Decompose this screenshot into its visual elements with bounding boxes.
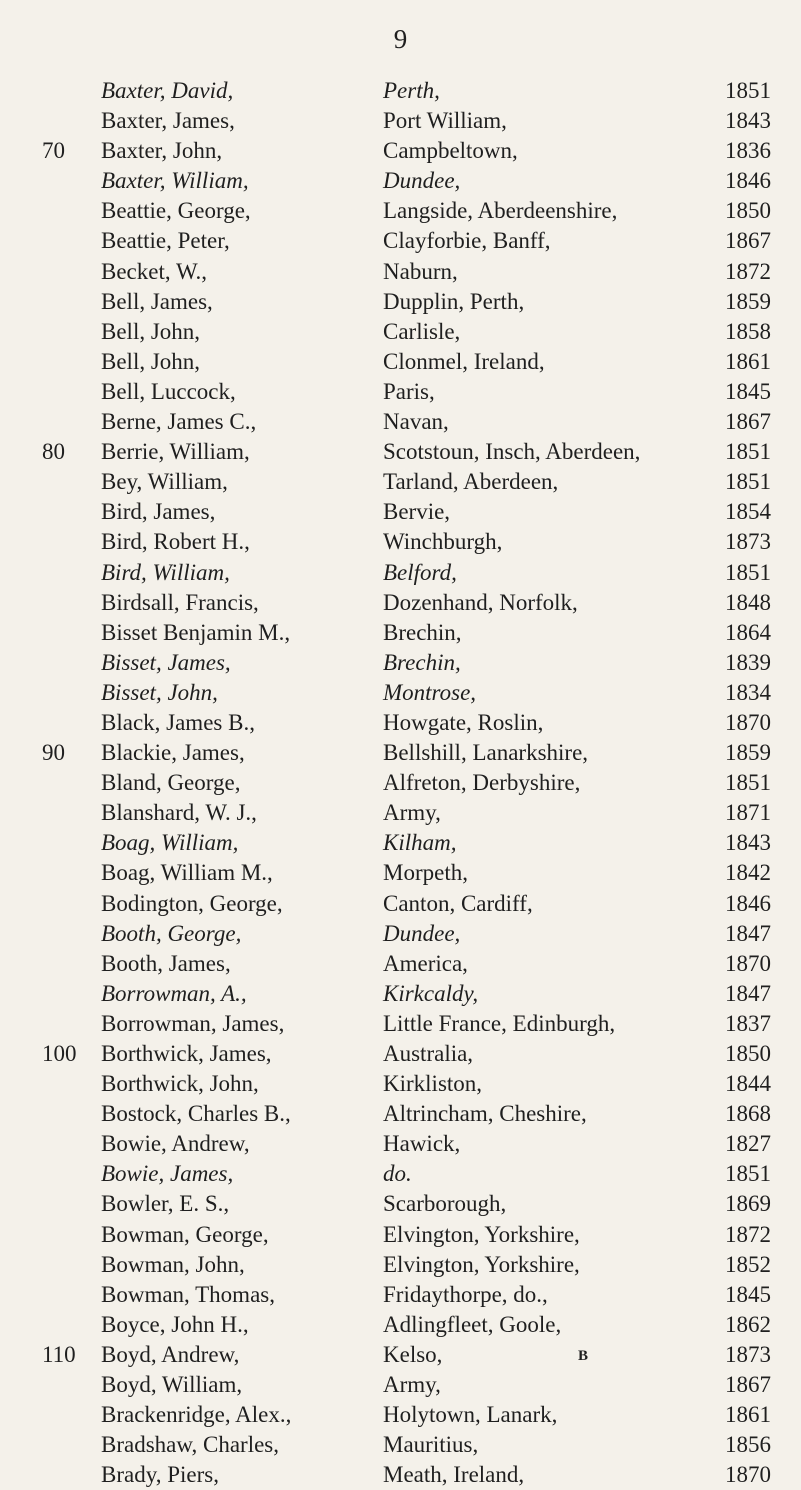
entry-year: 1851 (725, 559, 771, 585)
entry-name: Boag, William M., (101, 860, 273, 886)
entry-year: 1851 (725, 770, 771, 796)
entry-name: Borthwick, John, (101, 1071, 259, 1097)
entry-place: Dundee, (383, 920, 461, 946)
entry-name: Bowman, John, (101, 1251, 245, 1277)
entry-number: 110 (42, 1341, 76, 1367)
entry-year: 1873 (725, 529, 771, 555)
entry-year: 1851 (725, 469, 771, 495)
entry-place: Bellshill, Lanarkshire, (383, 740, 589, 766)
entry-place: Paris, (383, 378, 435, 404)
list-item (0, 708, 801, 738)
list-item (0, 1250, 801, 1280)
entry-name: Bowman, George, (101, 1221, 269, 1247)
entry-year: 1845 (725, 378, 771, 404)
entry-number: 100 (42, 1041, 77, 1066)
entry-year: 1837 (725, 1010, 771, 1036)
list-item (0, 889, 801, 919)
list-item (0, 287, 801, 317)
list-item (0, 648, 801, 678)
entry-place: Little France, Edinburgh, (383, 1010, 616, 1036)
entry-name: Bell, John, (101, 318, 201, 344)
entry-year: 1871 (725, 800, 771, 826)
entry-year: 1845 (725, 1281, 771, 1307)
entry-name: Berrie, William, (101, 439, 250, 465)
list-item (0, 226, 801, 256)
entry-place: Fridaythorpe, do., (383, 1281, 548, 1307)
entry-year: 1861 (725, 1402, 771, 1428)
entry-name: Bird, James, (101, 499, 216, 525)
list-item (0, 437, 801, 467)
entry-place: Hawick, (383, 1131, 461, 1157)
list-item (0, 1009, 801, 1039)
entry-year: 1859 (725, 288, 771, 314)
list-item (0, 618, 801, 648)
entry-name: Becket, W., (101, 258, 208, 284)
entry-list (0, 76, 801, 1490)
entry-name: Blanshard, W. J., (101, 800, 257, 826)
entry-name: Borrowman, James, (101, 1010, 285, 1036)
entry-place: Scarborough, (383, 1191, 507, 1217)
signature-mark: B (578, 1348, 589, 1364)
entry-number: 80 (42, 439, 65, 465)
list-item (0, 588, 801, 618)
entry-year: 1870 (725, 1462, 771, 1488)
entry-place: Carlisle, (383, 318, 461, 344)
entry-name: Birdsall, Francis, (101, 589, 259, 615)
entry-place: Elvington, Yorkshire, (383, 1251, 580, 1277)
entry-place: Mauritius, (383, 1432, 479, 1458)
list-item (0, 1310, 801, 1340)
entry-place: Tarland, Aberdeen, (383, 469, 559, 495)
entry-name: Blackie, James, (101, 740, 245, 766)
entry-place: Perth, (383, 78, 440, 103)
entry-place: Clayforbie, Banff, (383, 228, 551, 254)
list-item (0, 1370, 801, 1400)
entry-name: Bradshaw, Charles, (101, 1432, 279, 1458)
entry-place: Alfreton, Derbyshire, (383, 770, 581, 796)
list-item (0, 136, 801, 166)
entry-name: Bowie, Andrew, (101, 1131, 250, 1157)
entry-name: Boyce, John H., (101, 1311, 249, 1337)
entry-year: 1843 (725, 108, 771, 134)
entry-place: Dundee, (383, 168, 461, 194)
entry-place: Langside, Aberdeenshire, (383, 198, 618, 224)
list-item (0, 106, 801, 136)
entry-name: Bostock, Charles B., (101, 1101, 291, 1127)
entry-year: 1856 (725, 1432, 771, 1458)
entry-name: Baxter, David, (101, 78, 234, 103)
entry-place: Morpeth, (383, 860, 468, 886)
entry-name: Bodington, George, (101, 890, 283, 916)
entry-name: Borthwick, James, (101, 1041, 272, 1066)
entry-number: 90 (42, 740, 65, 766)
entry-name: Bird, Robert H., (101, 529, 250, 555)
entry-year: 1839 (725, 649, 771, 675)
entry-name: Berne, James C., (101, 409, 257, 435)
entry-place: Montrose, (383, 679, 477, 705)
entry-place: Clonmel, Ireland, (383, 348, 545, 374)
entry-place: Kelso, (383, 1341, 443, 1367)
entry-year: 1842 (725, 860, 771, 886)
entry-place: Brechin, (383, 649, 461, 675)
entry-name: Bisset Benjamin M., (101, 619, 291, 645)
entry-place: Port William, (383, 108, 507, 134)
page-number: 9 (393, 24, 408, 54)
entry-year: 1862 (725, 1311, 771, 1337)
list-item (0, 1189, 801, 1219)
entry-place: Naburn, (383, 258, 458, 284)
entry-name: Brackenridge, Alex., (101, 1402, 292, 1428)
entry-place: do. (383, 1161, 412, 1187)
entry-name: Booth, James, (101, 950, 231, 976)
entry-year: 1870 (725, 709, 771, 735)
entry-name: Bell, Luccock, (101, 378, 236, 404)
entry-year: 1851 (725, 78, 771, 103)
entry-place: Australia, (383, 1041, 474, 1066)
entry-name: Bisset, James, (101, 649, 231, 675)
list-item (0, 1430, 801, 1460)
entry-year: 1854 (725, 499, 771, 525)
entry-place: Holytown, Lanark, (383, 1402, 558, 1428)
entry-year: 1851 (725, 439, 771, 465)
list-item (0, 497, 801, 527)
entry-place: Scotstoun, Insch, Aberdeen, (383, 439, 641, 465)
list-item (0, 858, 801, 888)
list-item (0, 1039, 801, 1069)
entry-year: 1850 (725, 198, 771, 224)
entry-place: Bervie, (383, 499, 451, 525)
entry-place: Dozenhand, Norfolk, (383, 589, 578, 615)
list-item (0, 1460, 801, 1490)
list-item (0, 738, 801, 768)
entry-place: Winchburgh, (383, 529, 503, 555)
list-item (0, 1400, 801, 1430)
entry-name: Bell, John, (101, 348, 201, 374)
entry-name: Bey, William, (101, 469, 228, 495)
list-item (0, 257, 801, 287)
entry-place: Brechin, (383, 619, 462, 645)
entry-name: Bowie, James, (101, 1161, 234, 1187)
list-item (0, 347, 801, 377)
entry-number: 70 (42, 138, 65, 164)
entry-year: 1872 (725, 1221, 771, 1247)
list-item (0, 979, 801, 1009)
entry-place: Kilham, (383, 830, 457, 856)
entry-year: 1836 (725, 138, 771, 164)
entry-year: 1859 (725, 740, 771, 766)
list-item (0, 798, 801, 828)
list-item (0, 527, 801, 557)
entry-year: 1851 (725, 1161, 771, 1187)
entry-year: 1858 (725, 318, 771, 344)
entry-year: 1847 (725, 920, 771, 946)
entry-year: 1846 (725, 890, 771, 916)
entry-name: Bisset, John, (101, 679, 218, 705)
entry-place: America, (383, 950, 468, 976)
entry-name: Baxter, John, (101, 138, 223, 164)
entry-place: Howgate, Roslin, (383, 709, 544, 735)
entry-place: Army, (383, 800, 441, 826)
list-item (0, 166, 801, 196)
entry-place: Army, (383, 1372, 441, 1398)
entry-year: 1852 (725, 1251, 771, 1277)
entry-name: Bowman, Thomas, (101, 1281, 275, 1307)
list-item (0, 467, 801, 497)
entry-year: 1846 (725, 168, 771, 194)
entry-name: Baxter, William, (101, 168, 249, 194)
entry-name: Boyd, Andrew, (101, 1341, 240, 1367)
entry-name: Baxter, James, (101, 108, 235, 134)
entry-year: 1868 (725, 1101, 771, 1127)
entry-place: Campbeltown, (383, 138, 518, 164)
entry-year: 1869 (725, 1191, 771, 1217)
entry-year: 1867 (725, 1372, 771, 1398)
list-item (0, 1099, 801, 1129)
list-item (0, 558, 801, 588)
entry-place: Canton, Cardiff, (383, 890, 533, 916)
entry-year: 1843 (725, 830, 771, 856)
entry-place: Navan, (383, 409, 449, 435)
list-item (0, 1340, 801, 1370)
entry-place: Kirkliston, (383, 1071, 483, 1097)
entry-place: Elvington, Yorkshire, (383, 1221, 580, 1247)
list-item (0, 949, 801, 979)
entry-year: 1844 (725, 1071, 771, 1097)
entry-name: Bird, William, (101, 559, 230, 585)
entry-place: Meath, Ireland, (383, 1462, 525, 1488)
list-item (0, 76, 801, 106)
entry-year: 1864 (725, 619, 771, 645)
list-item (0, 768, 801, 798)
list-item (0, 919, 801, 949)
list-item (0, 317, 801, 347)
entry-year: 1847 (725, 980, 771, 1006)
entry-year: 1867 (725, 228, 771, 254)
entry-year: 1872 (725, 258, 771, 284)
entry-name: Brady, Piers, (101, 1462, 219, 1488)
list-item (0, 1129, 801, 1159)
entry-place: Belford, (383, 559, 457, 585)
list-item (0, 1280, 801, 1310)
list-item (0, 377, 801, 407)
list-item (0, 196, 801, 226)
list-item (0, 828, 801, 858)
entry-place: Altrincham, Cheshire, (383, 1101, 587, 1127)
entry-year: 1834 (725, 679, 771, 705)
entry-name: Beattie, Peter, (101, 228, 230, 254)
entry-name: Bland, George, (101, 770, 241, 796)
entry-name: Beattie, George, (101, 198, 251, 224)
entry-year: 1867 (725, 409, 771, 435)
entry-year: 1870 (725, 950, 771, 976)
entry-year: 1827 (725, 1131, 771, 1157)
entry-name: Black, James B., (101, 709, 255, 735)
entry-year: 1848 (725, 589, 771, 615)
entry-year: 1873 (725, 1341, 771, 1367)
list-item (0, 1159, 801, 1189)
entry-name: Borrowman, A., (101, 980, 247, 1006)
entry-name: Boyd, William, (101, 1372, 243, 1398)
entry-name: Booth, George, (101, 920, 242, 946)
list-item (0, 678, 801, 708)
entry-place: Adlingfleet, Goole, (383, 1311, 562, 1337)
entry-name: Bowler, E. S., (101, 1191, 230, 1217)
entry-year: 1861 (725, 348, 771, 374)
list-item (0, 407, 801, 437)
entry-name: Boag, William, (101, 830, 239, 856)
list-item (0, 1069, 801, 1099)
entry-place: Kirkcaldy, (383, 980, 479, 1006)
entry-place: Dupplin, Perth, (383, 288, 525, 314)
entry-year: 1850 (725, 1041, 771, 1066)
list-item (0, 1220, 801, 1250)
entry-name: Bell, James, (101, 288, 213, 314)
